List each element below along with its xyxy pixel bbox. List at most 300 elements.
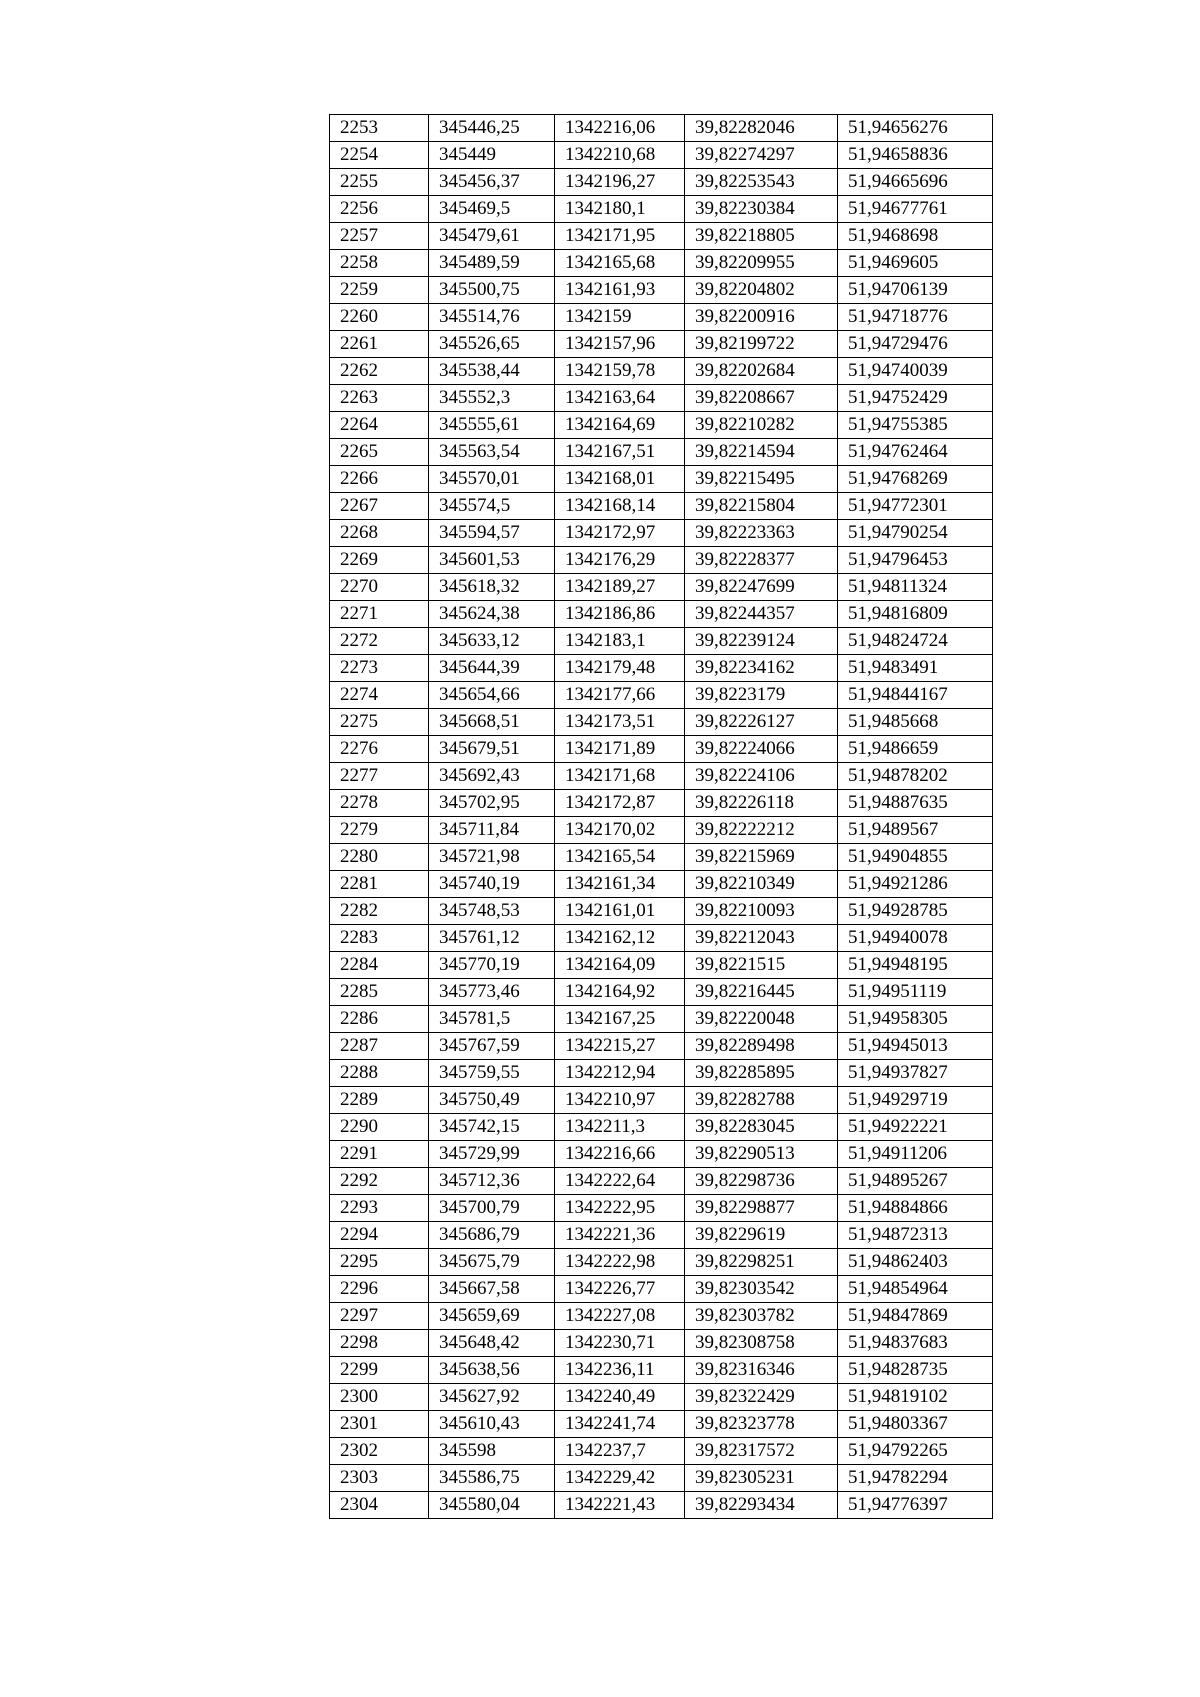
x-coordinate-cell: 345469,5 (429, 196, 555, 223)
latitude-cell: 51,9469605 (838, 250, 993, 277)
x-coordinate-cell: 345759,55 (429, 1060, 555, 1087)
point-number-cell: 2275 (330, 709, 429, 736)
latitude-cell: 51,9483491 (838, 655, 993, 682)
latitude-cell: 51,94762464 (838, 439, 993, 466)
x-coordinate-cell: 345767,59 (429, 1033, 555, 1060)
point-number-cell: 2269 (330, 547, 429, 574)
table-row (330, 466, 993, 493)
table-row (330, 790, 993, 817)
latitude-cell: 51,94792265 (838, 1438, 993, 1465)
latitude-cell: 51,94656276 (838, 115, 993, 142)
y-coordinate-cell: 1342164,69 (555, 412, 685, 439)
x-coordinate-cell: 345601,53 (429, 547, 555, 574)
longitude-cell: 39,82215804 (685, 493, 838, 520)
longitude-cell: 39,82215969 (685, 844, 838, 871)
longitude-cell: 39,82210282 (685, 412, 838, 439)
longitude-cell: 39,82199722 (685, 331, 838, 358)
x-coordinate-cell: 345781,5 (429, 1006, 555, 1033)
y-coordinate-cell: 1342222,95 (555, 1195, 685, 1222)
table-row (330, 817, 993, 844)
latitude-cell: 51,94862403 (838, 1249, 993, 1276)
x-coordinate-cell: 345514,76 (429, 304, 555, 331)
table-row (330, 196, 993, 223)
point-number-cell: 2301 (330, 1411, 429, 1438)
point-number-cell: 2292 (330, 1168, 429, 1195)
y-coordinate-cell: 1342162,12 (555, 925, 685, 952)
y-coordinate-cell: 1342230,71 (555, 1330, 685, 1357)
latitude-cell: 51,94665696 (838, 169, 993, 196)
x-coordinate-cell: 345627,92 (429, 1384, 555, 1411)
point-number-cell: 2277 (330, 763, 429, 790)
table-row (330, 1060, 993, 1087)
table-row (330, 1195, 993, 1222)
table-row (330, 547, 993, 574)
table-row (330, 493, 993, 520)
longitude-cell: 39,82204802 (685, 277, 838, 304)
table-row (330, 574, 993, 601)
x-coordinate-cell: 345748,53 (429, 898, 555, 925)
point-number-cell: 2259 (330, 277, 429, 304)
longitude-cell: 39,82303782 (685, 1303, 838, 1330)
y-coordinate-cell: 1342170,02 (555, 817, 685, 844)
table-row (330, 601, 993, 628)
x-coordinate-cell: 345750,49 (429, 1087, 555, 1114)
latitude-cell: 51,94945013 (838, 1033, 993, 1060)
x-coordinate-cell: 345679,51 (429, 736, 555, 763)
x-coordinate-cell: 345610,43 (429, 1411, 555, 1438)
longitude-cell: 39,82274297 (685, 142, 838, 169)
latitude-cell: 51,94928785 (838, 898, 993, 925)
x-coordinate-cell: 345654,66 (429, 682, 555, 709)
point-number-cell: 2297 (330, 1303, 429, 1330)
point-number-cell: 2258 (330, 250, 429, 277)
table-row (330, 1141, 993, 1168)
latitude-cell: 51,94937827 (838, 1060, 993, 1087)
y-coordinate-cell: 1342240,49 (555, 1384, 685, 1411)
latitude-cell: 51,94816809 (838, 601, 993, 628)
latitude-cell: 51,94658836 (838, 142, 993, 169)
latitude-cell: 51,94895267 (838, 1168, 993, 1195)
x-coordinate-cell: 345721,98 (429, 844, 555, 871)
latitude-cell: 51,94872313 (838, 1222, 993, 1249)
longitude-cell: 39,82228377 (685, 547, 838, 574)
table-row (330, 223, 993, 250)
longitude-cell: 39,82239124 (685, 628, 838, 655)
point-number-cell: 2296 (330, 1276, 429, 1303)
point-number-cell: 2254 (330, 142, 429, 169)
point-number-cell: 2280 (330, 844, 429, 871)
x-coordinate-cell: 345770,19 (429, 952, 555, 979)
table-row (330, 1357, 993, 1384)
longitude-cell: 39,8221515 (685, 952, 838, 979)
point-number-cell: 2262 (330, 358, 429, 385)
longitude-cell: 39,82244357 (685, 601, 838, 628)
y-coordinate-cell: 1342237,7 (555, 1438, 685, 1465)
point-number-cell: 2265 (330, 439, 429, 466)
x-coordinate-cell: 345702,95 (429, 790, 555, 817)
latitude-cell: 51,94803367 (838, 1411, 993, 1438)
table-row (330, 1492, 993, 1519)
table-row (330, 1438, 993, 1465)
latitude-cell: 51,94772301 (838, 493, 993, 520)
table-row (330, 952, 993, 979)
table-row (330, 763, 993, 790)
longitude-cell: 39,8229619 (685, 1222, 838, 1249)
longitude-cell: 39,82230384 (685, 196, 838, 223)
table-row (330, 1006, 993, 1033)
x-coordinate-cell: 345526,65 (429, 331, 555, 358)
longitude-cell: 39,82289498 (685, 1033, 838, 1060)
table-row (330, 655, 993, 682)
longitude-cell: 39,82220048 (685, 1006, 838, 1033)
longitude-cell: 39,82282046 (685, 115, 838, 142)
table-row (330, 979, 993, 1006)
y-coordinate-cell: 1342164,09 (555, 952, 685, 979)
longitude-cell: 39,82293434 (685, 1492, 838, 1519)
x-coordinate-cell: 345692,43 (429, 763, 555, 790)
latitude-cell: 51,94782294 (838, 1465, 993, 1492)
table-row (330, 1411, 993, 1438)
y-coordinate-cell: 1342172,97 (555, 520, 685, 547)
latitude-cell: 51,94837683 (838, 1330, 993, 1357)
point-number-cell: 2288 (330, 1060, 429, 1087)
table-row (330, 331, 993, 358)
longitude-cell: 39,82316346 (685, 1357, 838, 1384)
point-number-cell: 2284 (330, 952, 429, 979)
table-row (330, 1276, 993, 1303)
latitude-cell: 51,94776397 (838, 1492, 993, 1519)
longitude-cell: 39,82200916 (685, 304, 838, 331)
table-row (330, 898, 993, 925)
point-number-cell: 2287 (330, 1033, 429, 1060)
x-coordinate-cell: 345446,25 (429, 115, 555, 142)
x-coordinate-cell: 345686,79 (429, 1222, 555, 1249)
longitude-cell: 39,82218805 (685, 223, 838, 250)
table-row (330, 385, 993, 412)
point-number-cell: 2273 (330, 655, 429, 682)
latitude-cell: 51,94844167 (838, 682, 993, 709)
longitude-cell: 39,82323778 (685, 1411, 838, 1438)
point-number-cell: 2302 (330, 1438, 429, 1465)
y-coordinate-cell: 1342216,66 (555, 1141, 685, 1168)
longitude-cell: 39,82253543 (685, 169, 838, 196)
table-row (330, 844, 993, 871)
table-row (330, 1303, 993, 1330)
x-coordinate-cell: 345555,61 (429, 412, 555, 439)
y-coordinate-cell: 1342179,48 (555, 655, 685, 682)
longitude-cell: 39,82226127 (685, 709, 838, 736)
table-row (330, 439, 993, 466)
table-row (330, 1465, 993, 1492)
point-number-cell: 2261 (330, 331, 429, 358)
latitude-cell: 51,9486659 (838, 736, 993, 763)
point-number-cell: 2274 (330, 682, 429, 709)
y-coordinate-cell: 1342222,98 (555, 1249, 685, 1276)
x-coordinate-cell: 345700,79 (429, 1195, 555, 1222)
longitude-cell: 39,82298877 (685, 1195, 838, 1222)
y-coordinate-cell: 1342171,95 (555, 223, 685, 250)
longitude-cell: 39,82202684 (685, 358, 838, 385)
y-coordinate-cell: 1342171,89 (555, 736, 685, 763)
point-number-cell: 2268 (330, 520, 429, 547)
x-coordinate-cell: 345668,51 (429, 709, 555, 736)
latitude-cell: 51,94878202 (838, 763, 993, 790)
longitude-cell: 39,82308758 (685, 1330, 838, 1357)
latitude-cell: 51,94828735 (838, 1357, 993, 1384)
longitude-cell: 39,82223363 (685, 520, 838, 547)
y-coordinate-cell: 1342210,68 (555, 142, 685, 169)
y-coordinate-cell: 1342212,94 (555, 1060, 685, 1087)
point-number-cell: 2285 (330, 979, 429, 1006)
point-number-cell: 2290 (330, 1114, 429, 1141)
point-number-cell: 2253 (330, 115, 429, 142)
table-row (330, 250, 993, 277)
table-row (330, 1168, 993, 1195)
longitude-cell: 39,82216445 (685, 979, 838, 1006)
latitude-cell: 51,94790254 (838, 520, 993, 547)
x-coordinate-cell: 345570,01 (429, 466, 555, 493)
y-coordinate-cell: 1342163,64 (555, 385, 685, 412)
point-number-cell: 2264 (330, 412, 429, 439)
x-coordinate-cell: 345580,04 (429, 1492, 555, 1519)
table-row (330, 169, 993, 196)
y-coordinate-cell: 1342216,06 (555, 115, 685, 142)
longitude-cell: 39,82285895 (685, 1060, 838, 1087)
latitude-cell: 51,94884866 (838, 1195, 993, 1222)
x-coordinate-cell: 345624,38 (429, 601, 555, 628)
y-coordinate-cell: 1342227,08 (555, 1303, 685, 1330)
longitude-cell: 39,82317572 (685, 1438, 838, 1465)
point-number-cell: 2298 (330, 1330, 429, 1357)
x-coordinate-cell: 345594,57 (429, 520, 555, 547)
latitude-cell: 51,94740039 (838, 358, 993, 385)
x-coordinate-cell: 345742,15 (429, 1114, 555, 1141)
point-number-cell: 2293 (330, 1195, 429, 1222)
latitude-cell: 51,94755385 (838, 412, 993, 439)
point-number-cell: 2278 (330, 790, 429, 817)
latitude-cell: 51,94854964 (838, 1276, 993, 1303)
point-number-cell: 2304 (330, 1492, 429, 1519)
point-number-cell: 2294 (330, 1222, 429, 1249)
x-coordinate-cell: 345633,12 (429, 628, 555, 655)
y-coordinate-cell: 1342176,29 (555, 547, 685, 574)
latitude-cell: 51,94911206 (838, 1141, 993, 1168)
point-number-cell: 2279 (330, 817, 429, 844)
y-coordinate-cell: 1342221,43 (555, 1492, 685, 1519)
longitude-cell: 39,82212043 (685, 925, 838, 952)
point-number-cell: 2270 (330, 574, 429, 601)
longitude-cell: 39,82303542 (685, 1276, 838, 1303)
x-coordinate-cell: 345773,46 (429, 979, 555, 1006)
x-coordinate-cell: 345598 (429, 1438, 555, 1465)
longitude-cell: 39,82209955 (685, 250, 838, 277)
y-coordinate-cell: 1342189,27 (555, 574, 685, 601)
point-number-cell: 2256 (330, 196, 429, 223)
y-coordinate-cell: 1342167,25 (555, 1006, 685, 1033)
table-row (330, 142, 993, 169)
latitude-cell: 51,94768269 (838, 466, 993, 493)
table-row (330, 520, 993, 547)
longitude-cell: 39,82298736 (685, 1168, 838, 1195)
longitude-cell: 39,82210093 (685, 898, 838, 925)
table-row (330, 736, 993, 763)
y-coordinate-cell: 1342226,77 (555, 1276, 685, 1303)
y-coordinate-cell: 1342161,34 (555, 871, 685, 898)
y-coordinate-cell: 1342241,74 (555, 1411, 685, 1438)
x-coordinate-cell: 345644,39 (429, 655, 555, 682)
x-coordinate-cell: 345675,79 (429, 1249, 555, 1276)
x-coordinate-cell: 345667,58 (429, 1276, 555, 1303)
longitude-cell: 39,82282788 (685, 1087, 838, 1114)
x-coordinate-cell: 345659,69 (429, 1303, 555, 1330)
point-number-cell: 2300 (330, 1384, 429, 1411)
y-coordinate-cell: 1342180,1 (555, 196, 685, 223)
y-coordinate-cell: 1342171,68 (555, 763, 685, 790)
x-coordinate-cell: 345740,19 (429, 871, 555, 898)
y-coordinate-cell: 1342221,36 (555, 1222, 685, 1249)
coordinates-table (329, 114, 993, 1519)
table-row (330, 1249, 993, 1276)
longitude-cell: 39,82224106 (685, 763, 838, 790)
y-coordinate-cell: 1342159,78 (555, 358, 685, 385)
y-coordinate-cell: 1342167,51 (555, 439, 685, 466)
latitude-cell: 51,94929719 (838, 1087, 993, 1114)
table-row (330, 412, 993, 439)
longitude-cell: 39,82247699 (685, 574, 838, 601)
point-number-cell: 2267 (330, 493, 429, 520)
longitude-cell: 39,82305231 (685, 1465, 838, 1492)
y-coordinate-cell: 1342159 (555, 304, 685, 331)
y-coordinate-cell: 1342172,87 (555, 790, 685, 817)
coordinates-table-body (330, 115, 993, 1519)
y-coordinate-cell: 1342161,01 (555, 898, 685, 925)
x-coordinate-cell: 345638,56 (429, 1357, 555, 1384)
y-coordinate-cell: 1342173,51 (555, 709, 685, 736)
longitude-cell: 39,82298251 (685, 1249, 838, 1276)
point-number-cell: 2257 (330, 223, 429, 250)
latitude-cell: 51,94948195 (838, 952, 993, 979)
table-row (330, 871, 993, 898)
y-coordinate-cell: 1342183,1 (555, 628, 685, 655)
x-coordinate-cell: 345552,3 (429, 385, 555, 412)
y-coordinate-cell: 1342229,42 (555, 1465, 685, 1492)
x-coordinate-cell: 345489,59 (429, 250, 555, 277)
latitude-cell: 51,94796453 (838, 547, 993, 574)
latitude-cell: 51,94718776 (838, 304, 993, 331)
point-number-cell: 2263 (330, 385, 429, 412)
point-number-cell: 2281 (330, 871, 429, 898)
y-coordinate-cell: 1342211,3 (555, 1114, 685, 1141)
point-number-cell: 2299 (330, 1357, 429, 1384)
y-coordinate-cell: 1342165,68 (555, 250, 685, 277)
longitude-cell: 39,82208667 (685, 385, 838, 412)
table-row (330, 1114, 993, 1141)
point-number-cell: 2260 (330, 304, 429, 331)
point-number-cell: 2255 (330, 169, 429, 196)
table-row (330, 1087, 993, 1114)
longitude-cell: 39,82226118 (685, 790, 838, 817)
table-row (330, 1330, 993, 1357)
x-coordinate-cell: 345456,37 (429, 169, 555, 196)
x-coordinate-cell: 345574,5 (429, 493, 555, 520)
x-coordinate-cell: 345648,42 (429, 1330, 555, 1357)
point-number-cell: 2303 (330, 1465, 429, 1492)
latitude-cell: 51,94729476 (838, 331, 993, 358)
point-number-cell: 2291 (330, 1141, 429, 1168)
x-coordinate-cell: 345500,75 (429, 277, 555, 304)
y-coordinate-cell: 1342164,92 (555, 979, 685, 1006)
point-number-cell: 2286 (330, 1006, 429, 1033)
longitude-cell: 39,82215495 (685, 466, 838, 493)
point-number-cell: 2282 (330, 898, 429, 925)
latitude-cell: 51,94922221 (838, 1114, 993, 1141)
x-coordinate-cell: 345449 (429, 142, 555, 169)
latitude-cell: 51,94811324 (838, 574, 993, 601)
latitude-cell: 51,94706139 (838, 277, 993, 304)
point-number-cell: 2276 (330, 736, 429, 763)
latitude-cell: 51,94752429 (838, 385, 993, 412)
y-coordinate-cell: 1342186,86 (555, 601, 685, 628)
x-coordinate-cell: 345586,75 (429, 1465, 555, 1492)
y-coordinate-cell: 1342215,27 (555, 1033, 685, 1060)
point-number-cell: 2266 (330, 466, 429, 493)
x-coordinate-cell: 345729,99 (429, 1141, 555, 1168)
y-coordinate-cell: 1342222,64 (555, 1168, 685, 1195)
longitude-cell: 39,8223179 (685, 682, 838, 709)
point-number-cell: 2295 (330, 1249, 429, 1276)
y-coordinate-cell: 1342196,27 (555, 169, 685, 196)
table-row (330, 1033, 993, 1060)
x-coordinate-cell: 345618,32 (429, 574, 555, 601)
latitude-cell: 51,94677761 (838, 196, 993, 223)
table-row (330, 304, 993, 331)
longitude-cell: 39,82224066 (685, 736, 838, 763)
y-coordinate-cell: 1342165,54 (555, 844, 685, 871)
latitude-cell: 51,94824724 (838, 628, 993, 655)
latitude-cell: 51,94847869 (838, 1303, 993, 1330)
point-number-cell: 2289 (330, 1087, 429, 1114)
y-coordinate-cell: 1342177,66 (555, 682, 685, 709)
table-row (330, 1384, 993, 1411)
latitude-cell: 51,94940078 (838, 925, 993, 952)
longitude-cell: 39,82214594 (685, 439, 838, 466)
latitude-cell: 51,9485668 (838, 709, 993, 736)
latitude-cell: 51,94887635 (838, 790, 993, 817)
point-number-cell: 2271 (330, 601, 429, 628)
longitude-cell: 39,82210349 (685, 871, 838, 898)
latitude-cell: 51,94921286 (838, 871, 993, 898)
table-row (330, 277, 993, 304)
latitude-cell: 51,94819102 (838, 1384, 993, 1411)
x-coordinate-cell: 345711,84 (429, 817, 555, 844)
y-coordinate-cell: 1342157,96 (555, 331, 685, 358)
latitude-cell: 51,9489567 (838, 817, 993, 844)
longitude-cell: 39,82290513 (685, 1141, 838, 1168)
longitude-cell: 39,82283045 (685, 1114, 838, 1141)
y-coordinate-cell: 1342168,14 (555, 493, 685, 520)
table-row (330, 115, 993, 142)
y-coordinate-cell: 1342168,01 (555, 466, 685, 493)
longitude-cell: 39,82222212 (685, 817, 838, 844)
table-row (330, 358, 993, 385)
x-coordinate-cell: 345761,12 (429, 925, 555, 952)
table-row (330, 628, 993, 655)
table-row (330, 709, 993, 736)
point-number-cell: 2283 (330, 925, 429, 952)
y-coordinate-cell: 1342236,11 (555, 1357, 685, 1384)
latitude-cell: 51,9468698 (838, 223, 993, 250)
latitude-cell: 51,94904855 (838, 844, 993, 871)
